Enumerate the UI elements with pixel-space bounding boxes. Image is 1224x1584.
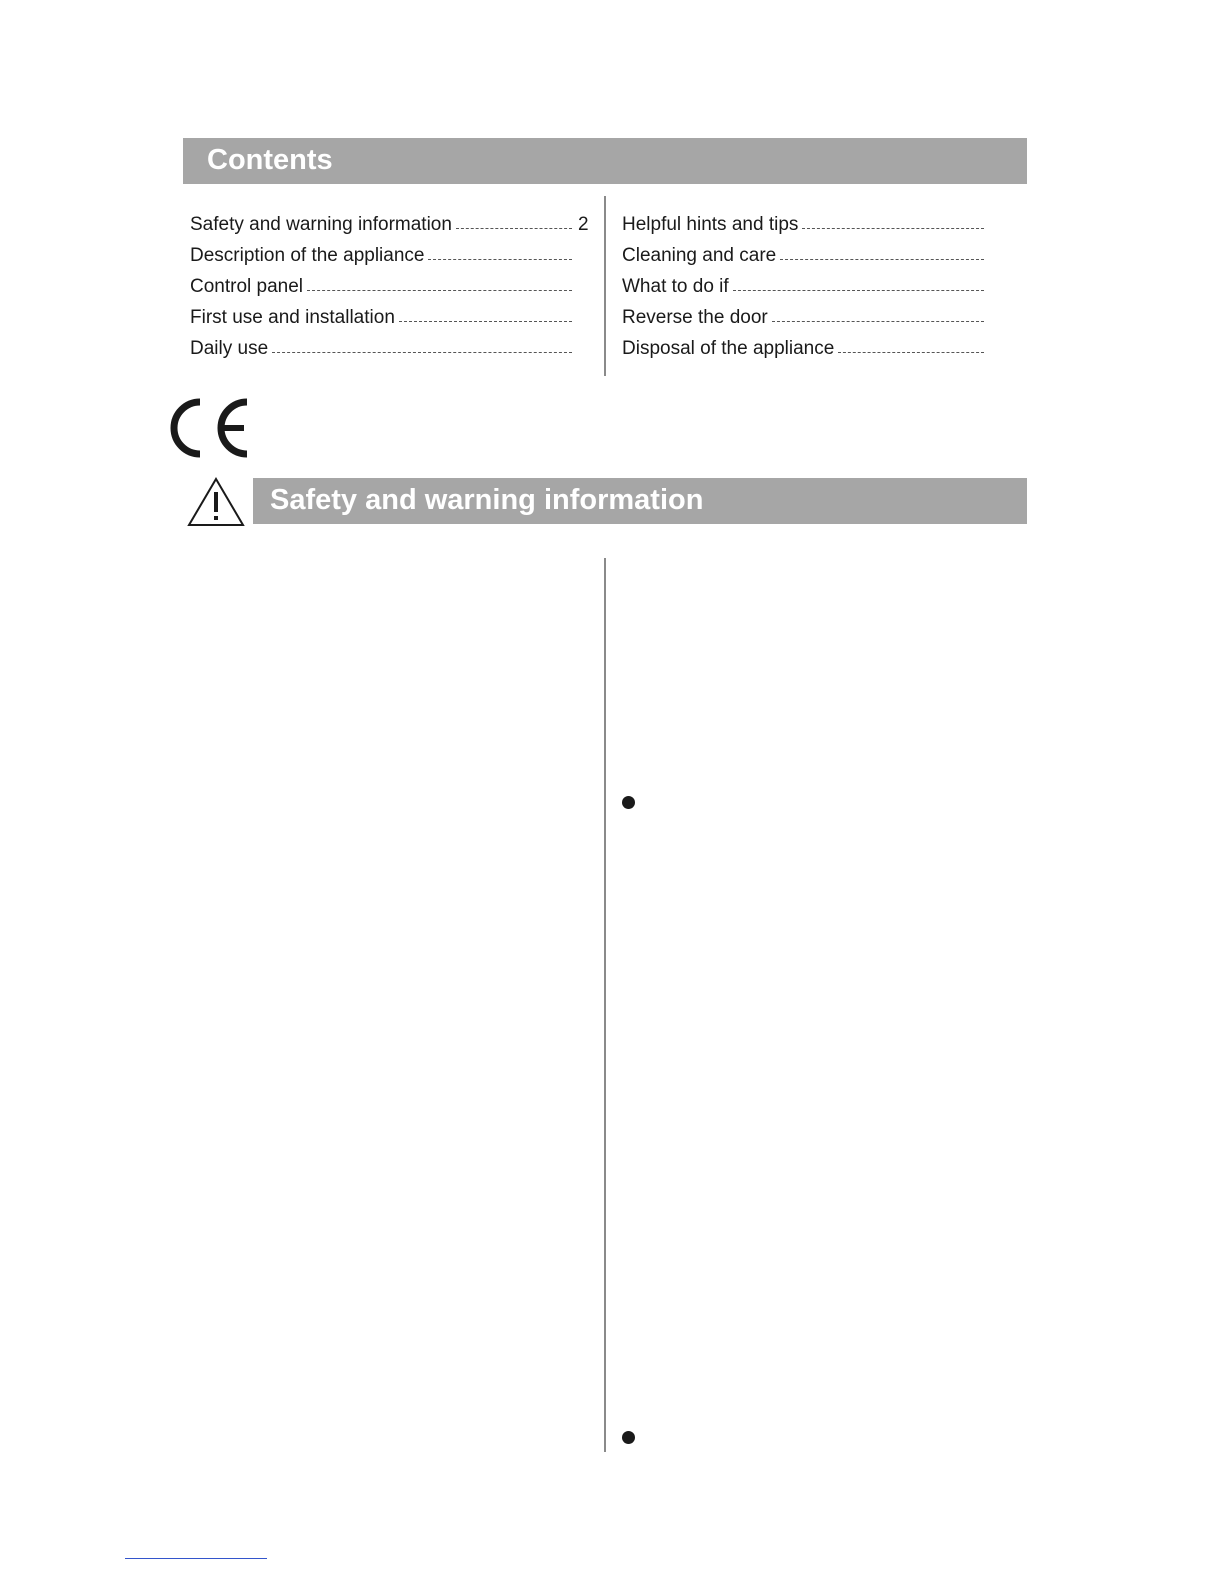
toc-entry[interactable] [622,336,1002,367]
toc-left-column [190,212,590,367]
toc-entry-page [990,212,1002,243]
toc-entry-page [990,305,1002,336]
toc-entry-label: What to do if [622,276,729,297]
contents-heading: Contents [207,144,333,176]
column-divider [604,196,606,376]
toc-entry[interactable] [190,212,590,243]
toc-entry[interactable] [622,305,1002,336]
safety-heading-bar [253,478,1027,524]
toc-leader [307,274,572,291]
toc-entry[interactable] [622,212,1002,243]
toc-entry-label: Safety and warning information [190,214,452,235]
toc-entry-page [990,243,1002,274]
toc-leader [733,274,984,291]
toc-leader [780,243,984,260]
column-divider [604,558,606,1452]
footer-rule [125,1558,267,1559]
toc-entry-label: Description of the appliance [190,245,425,266]
toc-entry[interactable] [190,243,590,274]
toc-entry[interactable] [190,305,590,336]
toc-entry-label: Control panel [190,276,304,297]
toc-entry-label: Cleaning and care [622,245,777,266]
toc-entry-label: Disposal of the appliance [622,338,835,359]
toc-leader [272,336,572,353]
bullet-point [622,796,635,809]
toc-entry-label: Daily use [190,338,269,359]
toc-entry-page [578,243,590,274]
toc-leader [838,336,984,353]
toc-entry[interactable] [190,274,590,305]
toc-entry[interactable] [622,243,1002,274]
warning-triangle-icon [186,476,246,528]
bullet-point [622,1431,635,1444]
toc-leader [428,243,572,260]
toc-entry-page: 2 [578,214,589,235]
toc-leader [802,212,984,229]
toc-entry-page [578,305,590,336]
toc-leader [772,305,984,322]
toc-entry[interactable] [622,274,1002,305]
toc-leader [456,212,572,229]
toc-entry-page [578,336,590,367]
toc-entry[interactable] [190,336,590,367]
toc-entry-page [990,274,1002,305]
toc-entry-page [990,336,1002,367]
toc-entry-label: Reverse the door [622,307,768,328]
toc-entry-label: Helpful hints and tips [622,214,799,235]
toc-entry-page [578,274,590,305]
toc-right-column [622,212,1002,367]
toc-leader [399,305,572,322]
toc-entry-label: First use and installation [190,307,395,328]
ce-mark-logo [164,396,252,460]
safety-heading: Safety and warning information [270,484,704,516]
contents-heading-bar [183,138,1027,184]
